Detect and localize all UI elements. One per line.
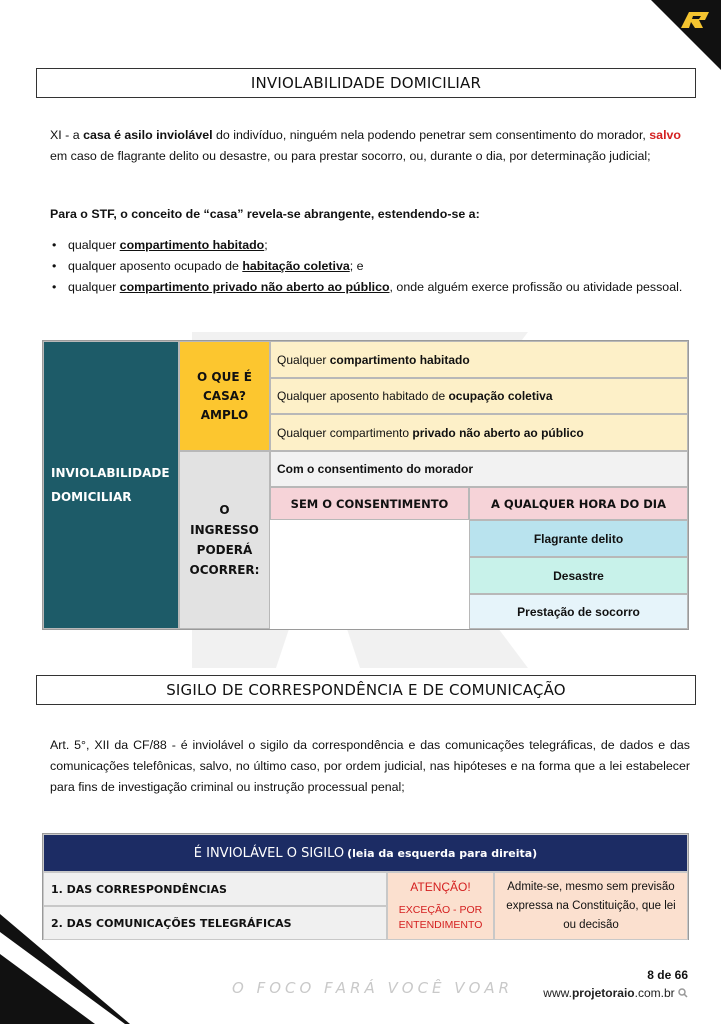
- list-item: • qualquer aposento ocupado de habitação coletiva; e: [52, 256, 690, 277]
- with-consent-cell: Com o consentimento do morador: [270, 451, 688, 487]
- case-socorro: Prestação de socorro: [469, 594, 688, 629]
- admit-cell: Admite-se, mesmo sem previsão expressa na Constituição, que lei ou decisão: [494, 872, 688, 940]
- attention-cell: ATENÇÃO! EXCEÇÃO - POR ENTENDIMENTO: [387, 872, 494, 940]
- table-row: 1. DAS CORRESPONDÊNCIAS: [43, 872, 387, 906]
- any-time-cell: A QUALQUER HORA DO DIA: [469, 487, 688, 520]
- what-is-house-cell: O QUE É CASA? AMPLO: [179, 341, 270, 451]
- house-row: Qualquer compartimento habitado: [270, 341, 688, 378]
- case-flagrante: Flagrante delito: [469, 520, 688, 557]
- list-item: • qualquer compartimento habitado;: [52, 235, 690, 256]
- house-row: Qualquer compartimento privado não aberto ao público: [270, 414, 688, 451]
- corner-decoration-top: [631, 0, 721, 70]
- inviolabilidade-table: [42, 340, 689, 630]
- page-number: 8 de 66: [647, 968, 688, 982]
- article-xii-paragraph: Art. 5°, XII da CF/88 - é inviolável o sigilo da correspondência e das comunicações telegráficas, de dados e das comunicações telefônicas, salvo, no último caso, por ordem judicial, nas hipóteses e na forma que a lei estabelecer para fins de investigação criminal ou instrução processual penal;: [50, 738, 690, 794]
- stf-bullet-list: [52, 235, 690, 298]
- stf-heading: Para o STF, o conceito de “casa” revela-se abrangente, estendendo-se a:: [50, 207, 480, 221]
- case-desastre: Desastre: [469, 557, 688, 594]
- list-item: • qualquer compartimento privado não aberto ao público, onde alguém exerce profissão ou atividade pessoal.: [52, 277, 690, 298]
- search-icon: [678, 988, 688, 998]
- table-main-header: INVIOLABILIDADE DOMICILIAR: [43, 341, 179, 629]
- sigilo-table-header: É INVIOLÁVEL O SIGILO (leia da esquerda para direita): [43, 834, 688, 872]
- section-title-inviolabilidade: INVIOLABILIDADE DOMICILIAR: [36, 68, 696, 98]
- footer-motto: O FOCO FARÁ VOCÊ VOAR: [232, 979, 514, 997]
- section-title-sigilo: SIGILO DE CORRESPONDÊNCIA E DE COMUNICAÇÃO: [36, 675, 696, 705]
- site-link[interactable]: www.projetoraio.com.br: [543, 986, 688, 1000]
- table-row: 2. DAS COMUNICAÇÕES TELEGRÁFICAS: [43, 906, 387, 940]
- sigilo-table: [42, 833, 689, 940]
- article-xi-paragraph: XI - a casa é asilo inviolável do indivíduo, ninguém nela podendo penetrar sem consentimento do morador, salvo em caso de flagrante delito ou desastre, ou para prestar socorro, ou, durante o dia, por determinação judicial;: [50, 128, 681, 163]
- without-consent-cell: SEM O CONSENTIMENTO: [270, 487, 469, 520]
- entry-label-cell: O INGRESSO PODERÁ OCORRER:: [179, 451, 270, 629]
- house-row: Qualquer aposento habitado de ocupação coletiva: [270, 378, 688, 414]
- empty-cell: [270, 520, 469, 629]
